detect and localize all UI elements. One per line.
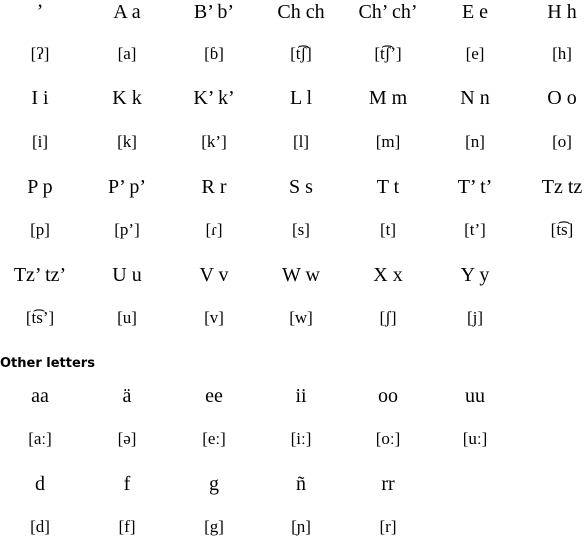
ipa-cell: [aː] [28, 429, 52, 448]
ipa-cell: [j] [466, 308, 484, 327]
letter-cell: ee [205, 385, 223, 407]
ipa-cell: [k] [117, 132, 137, 151]
letter-cell: I i [31, 87, 49, 109]
ipa-cell: [eː] [202, 429, 226, 448]
letter-cell: N n [460, 87, 490, 109]
ipa-cell: [t͡s] [550, 220, 574, 239]
letter-cell: S s [289, 176, 313, 198]
letter-cell: ii [295, 385, 307, 407]
ipa-cell: [t’] [464, 220, 486, 239]
section-heading-other-letters: Other letters [0, 356, 95, 371]
letter-cell: W w [282, 264, 320, 286]
ipa-cell: [w] [289, 308, 313, 327]
ipa-cell: [i] [31, 132, 49, 151]
ipa-cell: [f] [118, 517, 136, 536]
ipa-cell: [s] [292, 220, 310, 239]
letter-cell: R r [201, 176, 227, 198]
ipa-cell: [l] [292, 132, 310, 151]
letter-cell: T t [376, 176, 400, 198]
letter-cell: O o [547, 87, 577, 109]
ipa-cell: [d] [30, 517, 50, 536]
letter-cell: ä [122, 385, 132, 407]
letter-cell: L l [289, 87, 313, 109]
letter-cell: K’ k’ [193, 87, 235, 109]
ipa-cell: [ə] [117, 429, 137, 448]
letter-cell: Tz’ tz’ [13, 264, 67, 286]
letter-cell: X x [373, 264, 403, 286]
ipa-cell: [t] [379, 220, 397, 239]
letter-cell: Ch’ ch’ [358, 1, 418, 23]
letter-cell: Y y [460, 264, 490, 286]
ipa-cell: [oː] [375, 429, 401, 448]
ipa-cell: [g] [204, 517, 224, 536]
letter-cell: H h [547, 1, 577, 23]
letter-cell: K k [112, 87, 142, 109]
ipa-cell: [ɓ] [204, 44, 224, 63]
letter-cell: oo [378, 385, 398, 407]
letter-cell: Ch ch [277, 1, 325, 23]
ipa-cell: [uː] [462, 429, 488, 448]
ipa-cell: [p’] [114, 220, 140, 239]
letter-cell: B’ b’ [193, 1, 235, 23]
ipa-cell: [u] [117, 308, 137, 327]
letter-cell: V v [199, 264, 229, 286]
letter-cell: E e [461, 1, 489, 23]
letter-cell: uu [465, 385, 485, 407]
letter-cell: T’ t’ [457, 176, 493, 198]
ipa-cell: [t͡ʃ] [290, 44, 312, 63]
ipa-cell: [ɾ] [205, 220, 223, 239]
letter-cell: rr [381, 473, 395, 495]
ipa-cell: [v] [204, 308, 224, 327]
letter-cell: ʼ [36, 1, 44, 23]
letter-cell: P p [27, 176, 53, 198]
ipa-cell: [o] [552, 132, 572, 151]
letter-cell: d [35, 473, 45, 495]
ipa-cell: [n] [465, 132, 485, 151]
letter-cell: M m [368, 87, 408, 109]
ipa-cell: [r] [379, 517, 397, 536]
ipa-cell: [ɲ] [291, 517, 311, 536]
ipa-cell: [t͡ʃʼ] [374, 44, 402, 63]
letter-cell: U u [112, 264, 142, 286]
ipa-cell: [p] [30, 220, 50, 239]
ipa-cell: [a] [117, 44, 137, 63]
ipa-cell: [ʔ] [30, 44, 50, 63]
letter-cell: P’ p’ [108, 176, 146, 198]
letter-cell: ñ [296, 473, 306, 495]
ipa-cell: [k’] [201, 132, 227, 151]
ipa-cell: [e] [465, 44, 485, 63]
ipa-cell: [iː] [290, 429, 312, 448]
ipa-cell: [h] [552, 44, 572, 63]
letter-cell: Tz tz [541, 176, 583, 198]
letter-cell: A a [113, 1, 141, 23]
ipa-cell: [m] [375, 132, 401, 151]
letter-cell: g [209, 473, 219, 495]
ipa-cell: [ʃ] [379, 308, 397, 327]
letter-cell: aa [31, 385, 49, 407]
ipa-cell: [t͡s’] [25, 308, 55, 327]
letter-cell: f [123, 473, 131, 495]
